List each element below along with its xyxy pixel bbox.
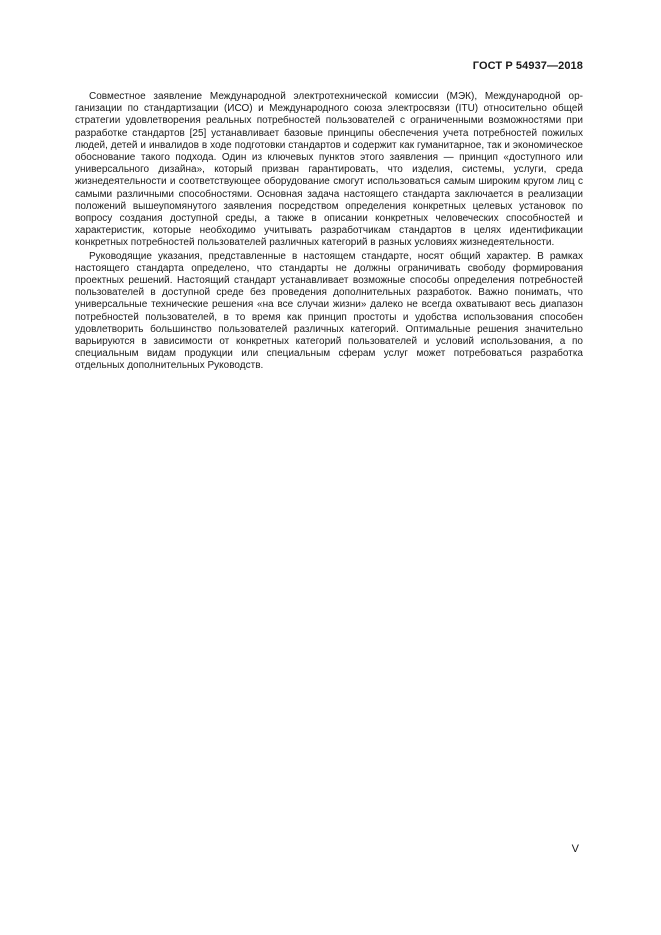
document-body xyxy=(75,91,583,373)
paragraph-guidelines: Руководящие указания, представленные в настоящем стандарте, носят общий характер. В рамках настоящего стандарта определено, что стандарты не должны ограничивать свободу формирования проектных решений. Настоящий стандарт устанавливает возможные способы определения потребностей пользователей в доступной среде без проведения дополнительных разработок. Важно понимать, что универсальные технические решения «на все случаи жизни» далеко не всегда охватывают весь диапазон потребностей пользователей, в то время как принцип простоты и удобства использования способен удовлетворить большинство пользователей различных категорий. Оптимальные решения значительно варьируются в зависимости от конкретных категорий пользователей и условий использования, а по специальным видам продукции или специальным сферам услуг может потребоваться разработка отдельных дополнительных Руководств. xyxy=(75,250,583,372)
paragraph-joint-statement: Совместное заявление Международной электротехнической комиссии (МЭК), Международной организации по стандартизации (ИСО) и Международного союза электросвязи (ITU) относительно общей стратегии удовлетворения реальных потребностей пользователей с ограниченными возможностями при разработке стандартов [25] устанавливает базовые принципы обеспечения учета потребностей пожилых людей, детей и инвалидов в ходе подготовки стандартов и содержит как гуманитарное, так и экономическое обоснование такого подхода. Один из ключевых пунктов этого заявления — принцип «доступного или универсального дизайна», который призван гарантировать, что изделия, системы, услуги, среда жизнедеятельности и соответствующее оборудование смогут использоваться самым широким кругом лиц с самыми различными способностями. Основная задача настоящего стандарта заключается в реализации положений вышеупомянутого заявления посредством определения конкретных целевых установок по вопросу создания доступной среды, а также в описании конкретных человеческих способностей и характеристик, которые необходимо учитывать разработчикам стандартов в целях идентификации конкретных потребностей пользователей различных категорий в разных условиях жизнедеятельности. xyxy=(75,91,583,249)
standard-designation: ГОСТ Р 54937—2018 xyxy=(472,60,583,72)
page-number: V xyxy=(571,843,579,855)
